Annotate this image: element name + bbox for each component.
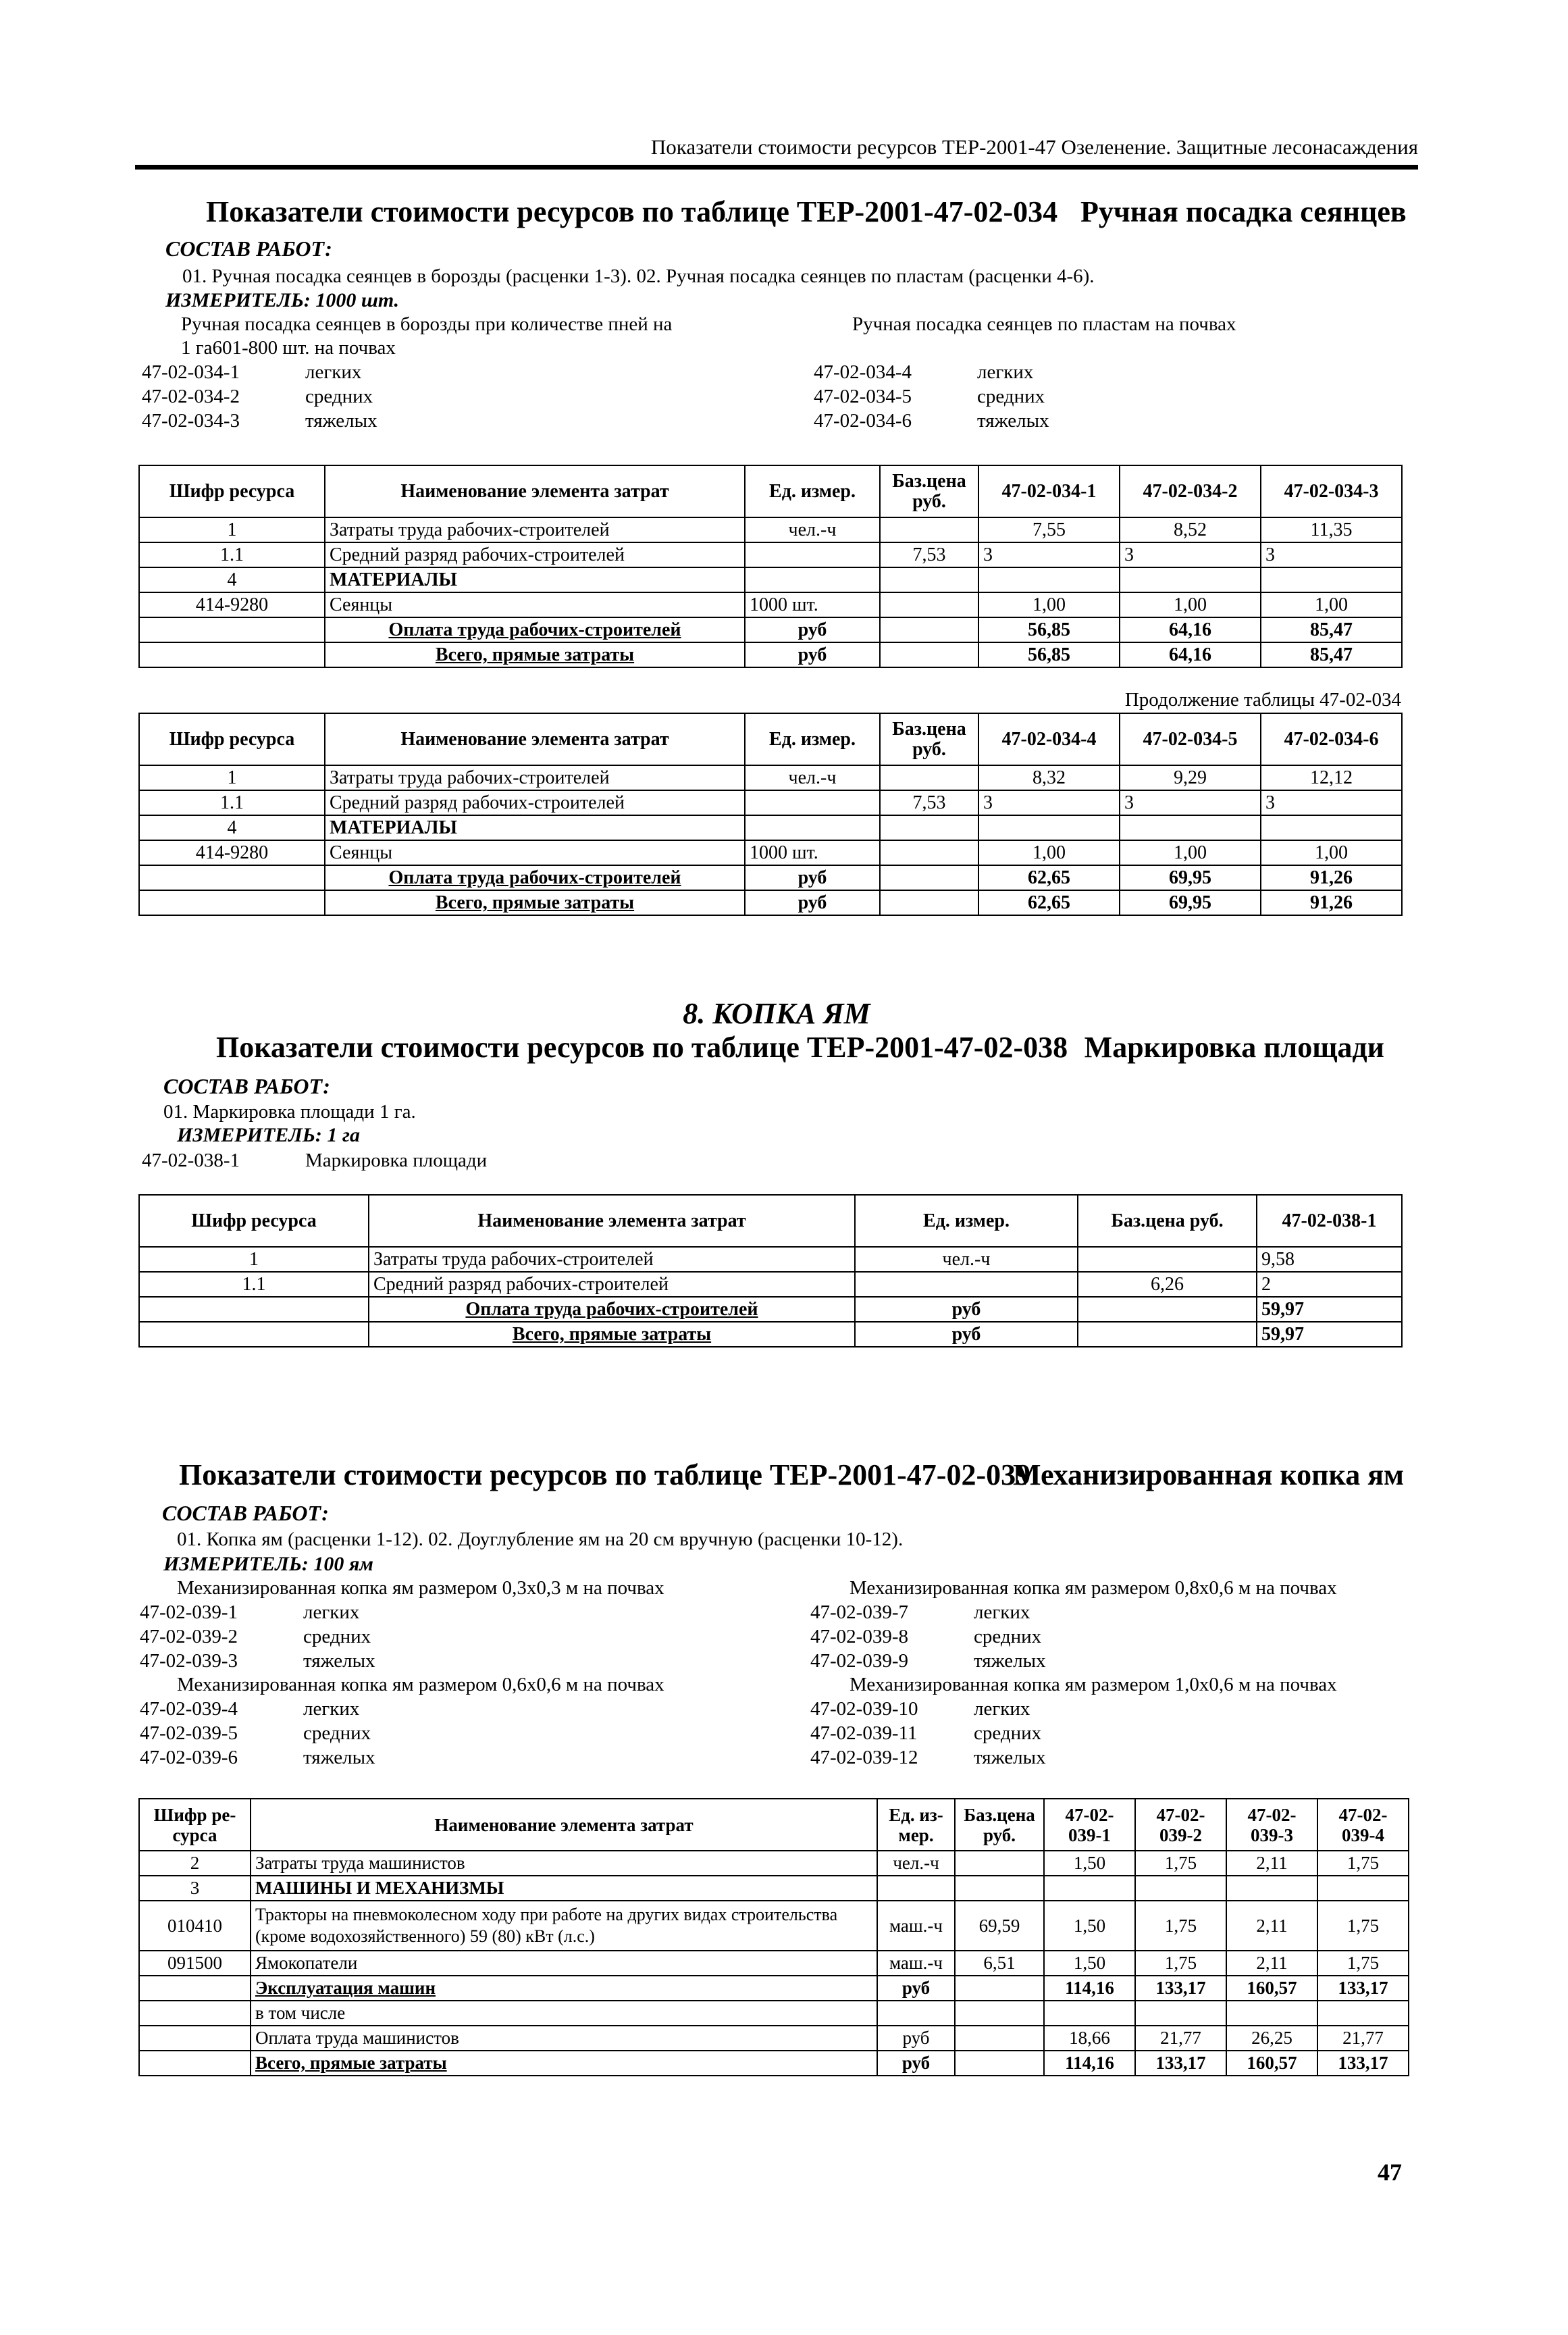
- cell-cipher: [139, 617, 325, 642]
- cell-value: 160,57: [1226, 2051, 1317, 2076]
- cell-value: [1226, 2001, 1317, 2026]
- cell-base: [880, 567, 978, 592]
- cell-unit: маш.-ч: [877, 1901, 955, 1951]
- cell-base: [880, 517, 978, 542]
- section3-group4-codes: [810, 1697, 1046, 1770]
- cell-name: Затраты труда рабочих-строителей: [369, 1247, 855, 1272]
- cell-base: [880, 765, 978, 790]
- table-row: [139, 890, 1402, 915]
- table-row: [139, 2051, 1409, 2076]
- section3-group4-desc: Механизированная копка ям размером 1,0х0,6 м на почвах: [850, 1674, 1337, 1695]
- table-row: [139, 765, 1402, 790]
- cell-value: 1,75: [1317, 1901, 1409, 1951]
- cell-cipher: 4: [139, 567, 325, 592]
- cell-value: 8,32: [978, 765, 1120, 790]
- section2-sostav-label: СОСТАВ РАБОТ:: [163, 1074, 330, 1098]
- cell-value: 133,17: [1135, 1976, 1226, 2001]
- cell-name: МАШИНЫ И МЕХАНИЗМЫ: [251, 1876, 877, 1901]
- cell-value: 18,66: [1044, 2026, 1135, 2051]
- running-header: Показатели стоимости ресурсов ТЕР-2001-47 Озеленение. Защитные лесонасаждения: [650, 135, 1418, 159]
- cell-value: 160,57: [1226, 1976, 1317, 2001]
- cell-value: 133,17: [1135, 2051, 1226, 2076]
- table-47-02-034-b: [138, 713, 1403, 916]
- cell-name: Затраты труда рабочих-строителей: [325, 517, 745, 542]
- section3-group3-codes: [810, 1600, 1046, 1673]
- section3-sostav-label: СОСТАВ РАБОТ:: [162, 1501, 329, 1525]
- cell-value: 56,85: [978, 642, 1120, 667]
- cell-unit: руб: [855, 1297, 1078, 1322]
- table-row: [139, 1901, 1409, 1951]
- cell-name: Всего, прямые затраты: [325, 890, 745, 915]
- cell-base: [955, 2026, 1044, 2051]
- cell-base: [880, 815, 978, 840]
- cell-value: 21,77: [1135, 2026, 1226, 2051]
- section3-izmeritel: ИЗМЕРИТЕЛЬ: 100 ям: [163, 1553, 373, 1575]
- cell-cipher: 2: [139, 1851, 251, 1876]
- cell-name: Оплата труда рабочих-строителей: [325, 617, 745, 642]
- cell-unit: руб: [877, 1976, 955, 2001]
- cell-value: 26,25: [1226, 2026, 1317, 2051]
- cell-cipher: [139, 1297, 369, 1322]
- cell-value: 2,11: [1226, 1851, 1317, 1876]
- code-item: 47-02-039-9 тяжелых: [810, 1650, 1046, 1672]
- cell-name: в том числе: [251, 2001, 877, 2026]
- cell-value: 9,29: [1120, 765, 1261, 790]
- col-code: 47-02-034-6: [1261, 713, 1402, 765]
- section3-title: Показатели стоимости ресурсов по таблице ТЕР-2001-47-02-039: [179, 1458, 1031, 1491]
- code-item: 47-02-039-1 легких: [140, 1601, 360, 1623]
- col-name: Наименование элемента затрат: [325, 465, 745, 517]
- cell-value: [1317, 2001, 1409, 2026]
- table-row: [139, 617, 1402, 642]
- cell-value: 69,95: [1120, 865, 1261, 890]
- cell-unit: руб: [877, 2026, 955, 2051]
- section3-group2-codes: [140, 1697, 375, 1770]
- cell-value: 64,16: [1120, 642, 1261, 667]
- cell-unit: 1000 шт.: [745, 592, 880, 617]
- code-item: 47-02-039-3 тяжелых: [140, 1650, 375, 1672]
- col-code: 47-02-039-3: [1226, 1799, 1317, 1851]
- cell-value: 3: [1120, 790, 1261, 815]
- section2-izmeritel: ИЗМЕРИТЕЛЬ: 1 га: [177, 1124, 360, 1146]
- code-item: 47-02-034-6 тяжелых: [814, 410, 1049, 432]
- cell-value: 12,12: [1261, 765, 1402, 790]
- col-code: 47-02-034-2: [1120, 465, 1261, 517]
- table-row: [139, 517, 1402, 542]
- table-47-02-039: [138, 1798, 1409, 2076]
- cell-cipher: 3: [139, 1876, 251, 1901]
- cell-cipher: 1.1: [139, 790, 325, 815]
- cell-name: Средний разряд рабочих-строителей: [325, 542, 745, 567]
- cell-name: Всего, прямые затраты: [325, 642, 745, 667]
- cell-value: 1,00: [1261, 592, 1402, 617]
- cell-value: 1,75: [1135, 1901, 1226, 1951]
- cell-name: Оплата труда рабочих-строителей: [325, 865, 745, 890]
- cell-unit: руб: [745, 865, 880, 890]
- table-row: [139, 1297, 1402, 1322]
- cell-cipher: 1.1: [139, 542, 325, 567]
- cell-unit: [855, 1272, 1078, 1297]
- cell-unit: чел.-ч: [745, 517, 880, 542]
- table-row: [139, 815, 1402, 840]
- cell-cipher: [139, 890, 325, 915]
- cell-value: 7,55: [978, 517, 1120, 542]
- cell-base: [1078, 1322, 1257, 1347]
- cell-cipher: [139, 2051, 251, 2076]
- section1-right-code-list: [814, 360, 1049, 433]
- cell-base: [955, 2001, 1044, 2026]
- section3-right-title: Механизированная копка ям: [1013, 1458, 1404, 1491]
- table-row: [139, 2001, 1409, 2026]
- table-47-02-034-a: [138, 465, 1403, 668]
- cell-cipher: 010410: [139, 1901, 251, 1951]
- cell-name: Оплата труда рабочих-строителей: [369, 1297, 855, 1322]
- cell-unit: руб: [745, 642, 880, 667]
- table-row: [139, 1272, 1402, 1297]
- cell-value: [1261, 815, 1402, 840]
- code-item: 47-02-039-10 легких: [810, 1698, 1030, 1720]
- cell-cipher: 1: [139, 517, 325, 542]
- col-code: 47-02-039-2: [1135, 1799, 1226, 1851]
- cell-unit: руб: [745, 617, 880, 642]
- cell-value: 1,00: [1261, 840, 1402, 865]
- col-name: Наименование элемента затрат: [251, 1799, 877, 1851]
- cell-value: 59,97: [1257, 1297, 1402, 1322]
- cell-base: [880, 840, 978, 865]
- col-unit: Ед. измер.: [745, 465, 880, 517]
- cell-value: 3: [1120, 542, 1261, 567]
- cell-name: Всего, прямые затраты: [251, 2051, 877, 2076]
- col-code: 47-02-034-5: [1120, 713, 1261, 765]
- section3-sostav-text: 01. Копка ям (расценки 1-12). 02. Доуглубление ям на 20 см вручную (расценки 10-12).: [177, 1529, 904, 1550]
- code-item: 47-02-034-1 легких: [142, 361, 362, 383]
- cell-cipher: [139, 1976, 251, 2001]
- cell-name: Сеянцы: [325, 840, 745, 865]
- cell-name: Средний разряд рабочих-строителей: [369, 1272, 855, 1297]
- section1-left-desc-1: Ручная посадка сеянцев в борозды при количестве пней на: [181, 313, 673, 335]
- cell-cipher: [139, 2026, 251, 2051]
- cell-value: 21,77: [1317, 2026, 1409, 2051]
- cell-cipher: 414-9280: [139, 592, 325, 617]
- cell-cipher: [139, 2001, 251, 2026]
- cell-unit: чел.-ч: [877, 1851, 955, 1876]
- cell-value: 85,47: [1261, 617, 1402, 642]
- cell-value: 62,65: [978, 890, 1120, 915]
- cell-value: [1044, 2001, 1135, 2026]
- col-name: Наименование элемента затрат: [369, 1195, 855, 1247]
- cell-base: [880, 890, 978, 915]
- cell-value: 1,00: [978, 840, 1120, 865]
- cell-unit: чел.-ч: [855, 1247, 1078, 1272]
- section3-group1-codes: [140, 1600, 375, 1673]
- cell-value: 1,50: [1044, 1851, 1135, 1876]
- cell-value: [1135, 1876, 1226, 1901]
- col-base: Баз.цена руб.: [880, 465, 978, 517]
- code-item: 47-02-039-7 легких: [810, 1601, 1030, 1623]
- cell-base: [955, 1976, 1044, 2001]
- cell-base: [1078, 1297, 1257, 1322]
- col-unit: Ед. измер.: [745, 713, 880, 765]
- code-item: 47-02-039-11 средних: [810, 1722, 1042, 1744]
- cell-value: 114,16: [1044, 2051, 1135, 2076]
- cell-value: 1,50: [1044, 1901, 1135, 1951]
- cell-name: Сеянцы: [325, 592, 745, 617]
- table-row: [139, 1876, 1409, 1901]
- cell-unit: маш.-ч: [877, 1951, 955, 1976]
- cell-value: 2: [1257, 1272, 1402, 1297]
- cell-unit: [745, 790, 880, 815]
- col-base: Баз.цена руб.: [880, 713, 978, 765]
- cell-base: 6,26: [1078, 1272, 1257, 1297]
- cell-cipher: 414-9280: [139, 840, 325, 865]
- cell-base: 7,53: [880, 790, 978, 815]
- cell-unit: [745, 567, 880, 592]
- section1-izmeritel: ИЗМЕРИТЕЛЬ: 1000 шт.: [165, 289, 400, 311]
- cell-value: 1,75: [1135, 1851, 1226, 1876]
- cell-cipher: 091500: [139, 1951, 251, 1976]
- cell-value: 56,85: [978, 617, 1120, 642]
- section1-title: Показатели стоимости ресурсов по таблице ТЕР-2001-47-02-034: [206, 195, 1058, 228]
- cell-unit: [877, 1876, 955, 1901]
- cell-value: 1,00: [978, 592, 1120, 617]
- col-unit: Ед. из-мер.: [877, 1799, 955, 1851]
- cell-base: 69,59: [955, 1901, 1044, 1951]
- section2-sostav-text: 01. Маркировка площади 1 га.: [163, 1101, 416, 1123]
- table-row: [139, 1976, 1409, 2001]
- cell-value: [978, 815, 1120, 840]
- cell-value: 133,17: [1317, 2051, 1409, 2076]
- cell-value: [1120, 815, 1261, 840]
- table-row: [139, 642, 1402, 667]
- table-row: [139, 1322, 1402, 1347]
- cell-value: 1,75: [1317, 1851, 1409, 1876]
- cell-value: 8,52: [1120, 517, 1261, 542]
- cell-unit: чел.-ч: [745, 765, 880, 790]
- table-row: [139, 790, 1402, 815]
- cell-name: МАТЕРИАЛЫ: [325, 815, 745, 840]
- cell-cipher: 1: [139, 765, 325, 790]
- code-item: 47-02-039-8 средних: [810, 1626, 1042, 1647]
- cell-base: [880, 865, 978, 890]
- cell-value: 1,75: [1317, 1951, 1409, 1976]
- section1-right-desc: Ручная посадка сеянцев по пластам на почвах: [852, 313, 1236, 335]
- cell-cipher: [139, 1322, 369, 1347]
- cell-name: Затраты труда машинистов: [251, 1851, 877, 1876]
- code-item: 47-02-038-1 Маркировка площади: [142, 1150, 488, 1171]
- cell-cipher: 1: [139, 1247, 369, 1272]
- section1-sostav-label: СОСТАВ РАБОТ:: [165, 236, 332, 261]
- cell-value: 2,11: [1226, 1901, 1317, 1951]
- col-cipher: Шифр ресурса: [139, 1195, 369, 1247]
- table-row: [139, 840, 1402, 865]
- cell-base: [880, 592, 978, 617]
- code-item: 47-02-034-3 тяжелых: [142, 410, 377, 432]
- cell-base: [1078, 1247, 1257, 1272]
- section2-right-title: Маркировка площади: [1084, 1031, 1384, 1064]
- cell-value: 69,95: [1120, 890, 1261, 915]
- cell-name: Тракторы на пневмоколесном ходу при работе на других видах строительства (кроме водохозяйственного) 59 (80) кВт (л.с.): [251, 1901, 877, 1951]
- page-number: 47: [1378, 2159, 1402, 2186]
- cell-value: [1261, 567, 1402, 592]
- code-item: 47-02-034-2 средних: [142, 386, 373, 407]
- col-cipher: Шифр ресурса: [139, 713, 325, 765]
- code-item: 47-02-039-4 легких: [140, 1698, 360, 1720]
- code-item: 47-02-039-2 средних: [140, 1626, 371, 1647]
- cell-base: [955, 1851, 1044, 1876]
- cell-name: Ямокопатели: [251, 1951, 877, 1976]
- section3-group1-desc: Механизированная копка ям размером 0,3х0,3 м на почвах: [177, 1577, 664, 1599]
- cell-value: 91,26: [1261, 890, 1402, 915]
- col-code: 47-02-039-4: [1317, 1799, 1409, 1851]
- cell-value: 3: [1261, 790, 1402, 815]
- table-row: [139, 542, 1402, 567]
- cell-name: Оплата труда машинистов: [251, 2026, 877, 2051]
- cell-base: 7,53: [880, 542, 978, 567]
- section2-code-line: [142, 1148, 487, 1173]
- col-unit: Ед. измер.: [855, 1195, 1078, 1247]
- cell-value: 3: [1261, 542, 1402, 567]
- table-row: [139, 865, 1402, 890]
- col-code: 47-02-034-4: [978, 713, 1120, 765]
- code-item: 47-02-039-5 средних: [140, 1722, 371, 1744]
- cell-unit: руб: [745, 890, 880, 915]
- cell-unit: руб: [877, 2051, 955, 2076]
- cell-unit: руб: [855, 1322, 1078, 1347]
- cell-value: [1317, 1876, 1409, 1901]
- cell-base: [955, 2051, 1044, 2076]
- cell-unit: 1000 шт.: [745, 840, 880, 865]
- cell-base: 6,51: [955, 1951, 1044, 1976]
- section1-sostav-text: 01. Ручная посадка сеянцев в борозды (расценки 1-3). 02. Ручная посадка сеянцев по пластам (расценки 4-6).: [182, 265, 1095, 287]
- code-item: 47-02-039-12 тяжелых: [810, 1747, 1046, 1768]
- cell-unit: [745, 815, 880, 840]
- cell-base: [955, 1876, 1044, 1901]
- cell-name: Эксплуатация машин: [251, 1976, 877, 2001]
- col-code: 47-02-038-1: [1257, 1195, 1402, 1247]
- running-header-rule: [135, 165, 1418, 170]
- cell-name: Всего, прямые затраты: [369, 1322, 855, 1347]
- table-row: [139, 2026, 1409, 2051]
- cell-value: 11,35: [1261, 517, 1402, 542]
- col-name: Наименование элемента затрат: [325, 713, 745, 765]
- cell-value: 64,16: [1120, 617, 1261, 642]
- cell-value: [1120, 567, 1261, 592]
- table-47-02-038: [138, 1194, 1403, 1348]
- section1-left-desc-2: 1 га601-800 шт. на почвах: [181, 337, 396, 359]
- code-item: 47-02-034-5 средних: [814, 386, 1045, 407]
- cell-value: 85,47: [1261, 642, 1402, 667]
- cell-value: [978, 567, 1120, 592]
- cell-name: Средний разряд рабочих-строителей: [325, 790, 745, 815]
- col-code: 47-02-034-3: [1261, 465, 1402, 517]
- cell-value: [1044, 1876, 1135, 1901]
- cell-value: 114,16: [1044, 1976, 1135, 2001]
- cell-base: [880, 617, 978, 642]
- section1-right-title: Ручная посадка сеянцев: [1080, 195, 1407, 228]
- cell-value: 91,26: [1261, 865, 1402, 890]
- col-base: Баз.цена руб.: [955, 1799, 1044, 1851]
- section3-group2-desc: Механизированная копка ям размером 0,6х0,6 м на почвах: [177, 1674, 664, 1695]
- cell-value: 1,00: [1120, 592, 1261, 617]
- cell-base: [880, 642, 978, 667]
- section2-title: Показатели стоимости ресурсов по таблице ТЕР-2001-47-02-038: [216, 1031, 1068, 1064]
- cell-cipher: [139, 865, 325, 890]
- cell-unit: [745, 542, 880, 567]
- cell-value: 62,65: [978, 865, 1120, 890]
- table-row: [139, 1851, 1409, 1876]
- table-row: [139, 567, 1402, 592]
- cell-name: Затраты труда рабочих-строителей: [325, 765, 745, 790]
- code-item: 47-02-039-6 тяжелых: [140, 1747, 375, 1768]
- cell-value: [1135, 2001, 1226, 2026]
- col-cipher: Шифр ре-сурса: [139, 1799, 251, 1851]
- cell-unit: [877, 2001, 955, 2026]
- section3-group3-desc: Механизированная копка ям размером 0,8х0,6 м на почвах: [850, 1577, 1337, 1599]
- col-base: Баз.цена руб.: [1078, 1195, 1257, 1247]
- cell-value: 3: [978, 790, 1120, 815]
- cell-value: 1,75: [1135, 1951, 1226, 1976]
- cell-value: 59,97: [1257, 1322, 1402, 1347]
- table-row: [139, 1247, 1402, 1272]
- cell-cipher: 4: [139, 815, 325, 840]
- cell-value: 1,00: [1120, 840, 1261, 865]
- code-item: 47-02-034-4 легких: [814, 361, 1034, 383]
- cell-value: 133,17: [1317, 1976, 1409, 2001]
- col-code: 47-02-034-1: [978, 465, 1120, 517]
- col-code: 47-02-039-1: [1044, 1799, 1135, 1851]
- cell-value: 9,58: [1257, 1247, 1402, 1272]
- cell-name: МАТЕРИАЛЫ: [325, 567, 745, 592]
- col-cipher: Шифр ресурса: [139, 465, 325, 517]
- cell-value: 3: [978, 542, 1120, 567]
- cell-value: 2,11: [1226, 1951, 1317, 1976]
- continuation-note: Продолжение таблицы 47-02-034: [1124, 689, 1401, 711]
- cell-cipher: 1.1: [139, 1272, 369, 1297]
- cell-value: 1,50: [1044, 1951, 1135, 1976]
- cell-cipher: [139, 642, 325, 667]
- section1-left-code-list: [142, 360, 377, 433]
- chapter-title: 8. КОПКА ЯМ: [683, 997, 870, 1030]
- cell-value: [1226, 1876, 1317, 1901]
- table-row: [139, 592, 1402, 617]
- table-row: [139, 1951, 1409, 1976]
